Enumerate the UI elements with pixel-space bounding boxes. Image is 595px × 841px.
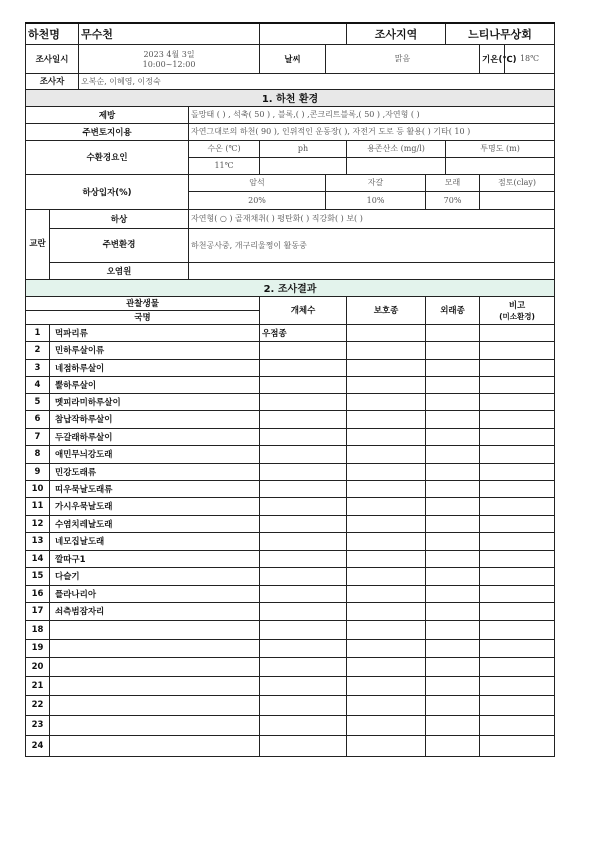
embankment-value: 돌망태 ( ) , 석축( 50 ) , 블록,( ) ,콘크리트블록,( 50 ) ,자연형 ( ) <box>189 106 555 123</box>
species-count <box>260 639 347 657</box>
water-value: 11℃ <box>189 157 260 174</box>
water-header: 투명도 (m) <box>446 140 555 157</box>
species-alien <box>426 567 480 585</box>
bed-header: 암석 <box>189 174 326 191</box>
disturb-row-value <box>189 262 555 279</box>
species-name: 네점하루살이 <box>50 359 260 376</box>
species-count <box>260 410 347 428</box>
species-alien <box>426 550 480 567</box>
species-protected <box>347 376 426 393</box>
species-protected <box>347 445 426 463</box>
species-alien <box>426 676 480 695</box>
disturb-row-label: 오염원 <box>50 262 189 279</box>
table-row <box>26 695 555 715</box>
row-number: 16 <box>26 585 50 602</box>
species-count: 우점종 <box>260 324 347 341</box>
species-name <box>50 620 260 639</box>
col-note-cell <box>480 296 555 324</box>
species-protected <box>347 515 426 532</box>
col-protected: 보호종 <box>347 296 426 324</box>
table-row <box>26 602 555 620</box>
table-row <box>26 497 555 515</box>
species-alien <box>426 695 480 715</box>
table-row <box>26 359 555 376</box>
header-row-3 <box>26 73 555 89</box>
table-row <box>26 480 555 497</box>
row-number: 4 <box>26 376 50 393</box>
species-alien <box>426 393 480 410</box>
temp-label: 기온(℃) <box>480 44 505 73</box>
landuse-value: 자연그대로의 하천( 90 ), 인위적인 운동장( ), 자전거 도로 등 활용( ) 기타( 10 ) <box>189 123 555 140</box>
species-note <box>480 445 555 463</box>
species-protected <box>347 657 426 676</box>
species-alien <box>426 735 480 756</box>
row-number: 20 <box>26 657 50 676</box>
species-name <box>50 639 260 657</box>
table-row <box>26 445 555 463</box>
species-count <box>260 657 347 676</box>
species-protected <box>347 585 426 602</box>
species-list <box>26 324 555 756</box>
row-number: 21 <box>26 676 50 695</box>
water-value <box>446 157 555 174</box>
row-number: 12 <box>26 515 50 532</box>
table-row <box>26 620 555 639</box>
species-note <box>480 324 555 341</box>
section2-title: 2. 조사결과 <box>26 279 555 296</box>
table-row <box>26 410 555 428</box>
species-note <box>480 657 555 676</box>
species-count <box>260 567 347 585</box>
table-row <box>26 715 555 735</box>
species-name: 가시우묵날도래 <box>50 497 260 515</box>
species-alien <box>426 410 480 428</box>
date-value: 2023 4월 3일 <box>143 49 195 59</box>
species-note <box>480 639 555 657</box>
species-alien <box>426 715 480 735</box>
weather-value: 맑음 <box>326 44 480 73</box>
row-number: 18 <box>26 620 50 639</box>
temp-value: 18℃ <box>505 44 555 73</box>
species-alien <box>426 324 480 341</box>
species-alien <box>426 497 480 515</box>
species-note <box>480 715 555 735</box>
species-note <box>480 620 555 639</box>
species-name: 민하루살이류 <box>50 341 260 359</box>
surveyor-label: 조사자 <box>26 73 79 89</box>
bed-header: 자갈 <box>326 174 426 191</box>
species-note <box>480 480 555 497</box>
table-row <box>26 463 555 480</box>
row-number: 22 <box>26 695 50 715</box>
row-number: 24 <box>26 735 50 756</box>
row-number: 15 <box>26 567 50 585</box>
species-protected <box>347 497 426 515</box>
species-alien <box>426 480 480 497</box>
disturb-label: 교란 <box>26 209 50 279</box>
river-label: 하천명 <box>26 23 79 44</box>
species-name: 멧피라미하루살이 <box>50 393 260 410</box>
table-row <box>26 532 555 550</box>
disturb-row-value: 하천공사중, 개구리울쩡이 활동중 <box>189 228 555 262</box>
weather-label: 날씨 <box>260 44 326 73</box>
table-row <box>26 585 555 602</box>
species-note <box>480 376 555 393</box>
species-count <box>260 550 347 567</box>
embankment-label: 제방 <box>26 106 189 123</box>
species-protected <box>347 480 426 497</box>
species-protected <box>347 639 426 657</box>
species-note <box>480 359 555 376</box>
disturb-row-value: 자연형( ○ ) 골재채취( ) 평탄화( ) 직강화( ) 보( ) <box>189 209 555 228</box>
species-note <box>480 585 555 602</box>
section1-band <box>26 89 555 106</box>
species-name: 네모집날도래 <box>50 532 260 550</box>
species-count <box>260 735 347 756</box>
area-label: 조사지역 <box>347 23 446 44</box>
species-name: 먹파리류 <box>50 324 260 341</box>
table-row <box>26 657 555 676</box>
bed-value: 20% <box>189 191 326 209</box>
water-header: 용존산소 (mg/l) <box>347 140 446 157</box>
time-value: 10:00~12:00 <box>142 59 196 69</box>
species-protected <box>347 410 426 428</box>
col-note: 비고 <box>508 300 526 311</box>
species-name: 수염치레날도래 <box>50 515 260 532</box>
species-note <box>480 515 555 532</box>
row-number: 13 <box>26 532 50 550</box>
species-name <box>50 695 260 715</box>
water-value <box>347 157 446 174</box>
species-alien <box>426 428 480 445</box>
section1-title: 1. 하천 환경 <box>26 89 555 106</box>
species-count <box>260 428 347 445</box>
species-alien <box>426 602 480 620</box>
species-protected <box>347 567 426 585</box>
row-number: 14 <box>26 550 50 567</box>
row-number: 5 <box>26 393 50 410</box>
species-alien <box>426 620 480 639</box>
species-alien <box>426 359 480 376</box>
species-protected <box>347 463 426 480</box>
survey-table <box>25 22 555 757</box>
date-cell <box>79 44 260 73</box>
row-number: 23 <box>26 715 50 735</box>
species-alien <box>426 515 480 532</box>
species-name: 다슬기 <box>50 567 260 585</box>
table-row <box>26 393 555 410</box>
water-label: 수환경요인 <box>26 140 189 174</box>
species-protected <box>347 620 426 639</box>
section2-band <box>26 279 555 296</box>
species-alien <box>426 463 480 480</box>
table-row <box>26 376 555 393</box>
species-name <box>50 657 260 676</box>
species-alien <box>426 657 480 676</box>
col-count: 개체수 <box>260 296 347 324</box>
species-note <box>480 676 555 695</box>
table-row <box>26 515 555 532</box>
survey-sheet <box>25 22 554 757</box>
table-row <box>26 639 555 657</box>
row-number: 19 <box>26 639 50 657</box>
disturb-row-label: 하상 <box>50 209 189 228</box>
area-name: 느티나무상회 <box>446 23 555 44</box>
species-name <box>50 715 260 735</box>
species-protected <box>347 695 426 715</box>
species-protected <box>347 602 426 620</box>
table-row <box>26 676 555 695</box>
row-number: 8 <box>26 445 50 463</box>
species-count <box>260 393 347 410</box>
species-count <box>260 445 347 463</box>
water-header: ph <box>260 140 347 157</box>
species-protected <box>347 359 426 376</box>
species-note <box>480 428 555 445</box>
species-name: 참납작하루살이 <box>50 410 260 428</box>
species-note <box>480 550 555 567</box>
species-count <box>260 480 347 497</box>
table-row <box>26 324 555 341</box>
species-name: 애민무늬강도래 <box>50 445 260 463</box>
date-label: 조사일시 <box>26 44 79 73</box>
species-count <box>260 532 347 550</box>
species-name: 쇠측범잠자리 <box>50 602 260 620</box>
species-count <box>260 620 347 639</box>
species-name <box>50 735 260 756</box>
bed-value: 70% <box>426 191 480 209</box>
landuse-label: 주변토지이용 <box>26 123 189 140</box>
species-note <box>480 735 555 756</box>
species-count <box>260 515 347 532</box>
species-count <box>260 497 347 515</box>
table-row <box>26 550 555 567</box>
species-note <box>480 602 555 620</box>
species-name: 민강도래류 <box>50 463 260 480</box>
species-protected <box>347 550 426 567</box>
species-note <box>480 341 555 359</box>
col-note-sub: (미소환경) <box>499 311 535 321</box>
species-note <box>480 532 555 550</box>
species-name: 두갈래하루살이 <box>50 428 260 445</box>
bed-value: 10% <box>326 191 426 209</box>
bed-header: 모래 <box>426 174 480 191</box>
species-protected <box>347 532 426 550</box>
species-note <box>480 497 555 515</box>
species-alien <box>426 639 480 657</box>
species-note <box>480 410 555 428</box>
header-row-1 <box>26 23 555 44</box>
species-count <box>260 715 347 735</box>
table-row <box>26 735 555 756</box>
row-number: 3 <box>26 359 50 376</box>
species-count <box>260 359 347 376</box>
row-number: 9 <box>26 463 50 480</box>
species-count <box>260 376 347 393</box>
species-alien <box>426 532 480 550</box>
row-number: 7 <box>26 428 50 445</box>
disturb-row-label: 주변환경 <box>50 228 189 262</box>
species-name <box>50 676 260 695</box>
species-note <box>480 567 555 585</box>
species-note <box>480 393 555 410</box>
species-count <box>260 585 347 602</box>
species-protected <box>347 324 426 341</box>
species-count <box>260 676 347 695</box>
species-name: 띠우묵날도래류 <box>50 480 260 497</box>
row-number: 6 <box>26 410 50 428</box>
river-name: 무수천 <box>79 23 260 44</box>
species-name: 뿔하루살이 <box>50 376 260 393</box>
species-count <box>260 695 347 715</box>
species-alien <box>426 376 480 393</box>
species-note <box>480 463 555 480</box>
surveyors: 오복순, 이혜영, 이정숙 <box>79 73 555 89</box>
bed-header: 점토(clay) <box>480 174 555 191</box>
species-protected <box>347 735 426 756</box>
water-value <box>260 157 347 174</box>
species-name: 깔따구1 <box>50 550 260 567</box>
species-name: 플라나리아 <box>50 585 260 602</box>
table-row <box>26 428 555 445</box>
species-protected <box>347 676 426 695</box>
species-protected <box>347 428 426 445</box>
table-row <box>26 567 555 585</box>
header-row-2 <box>26 44 555 73</box>
species-protected <box>347 393 426 410</box>
bed-label: 하상입자(%) <box>26 174 189 209</box>
species-count <box>260 602 347 620</box>
species-protected <box>347 341 426 359</box>
row-number: 1 <box>26 324 50 341</box>
table-row <box>26 341 555 359</box>
species-note <box>480 695 555 715</box>
species-count <box>260 341 347 359</box>
species-protected <box>347 715 426 735</box>
col-alien: 외래종 <box>426 296 480 324</box>
row-number: 11 <box>26 497 50 515</box>
bed-value <box>480 191 555 209</box>
col-korean: 국명 <box>26 310 260 324</box>
species-count <box>260 463 347 480</box>
row-number: 10 <box>26 480 50 497</box>
row-number: 17 <box>26 602 50 620</box>
species-alien <box>426 341 480 359</box>
row-number: 2 <box>26 341 50 359</box>
species-alien <box>426 445 480 463</box>
water-header: 수온 (℃) <box>189 140 260 157</box>
col-organism: 관찰생물 <box>26 296 260 310</box>
species-alien <box>426 585 480 602</box>
